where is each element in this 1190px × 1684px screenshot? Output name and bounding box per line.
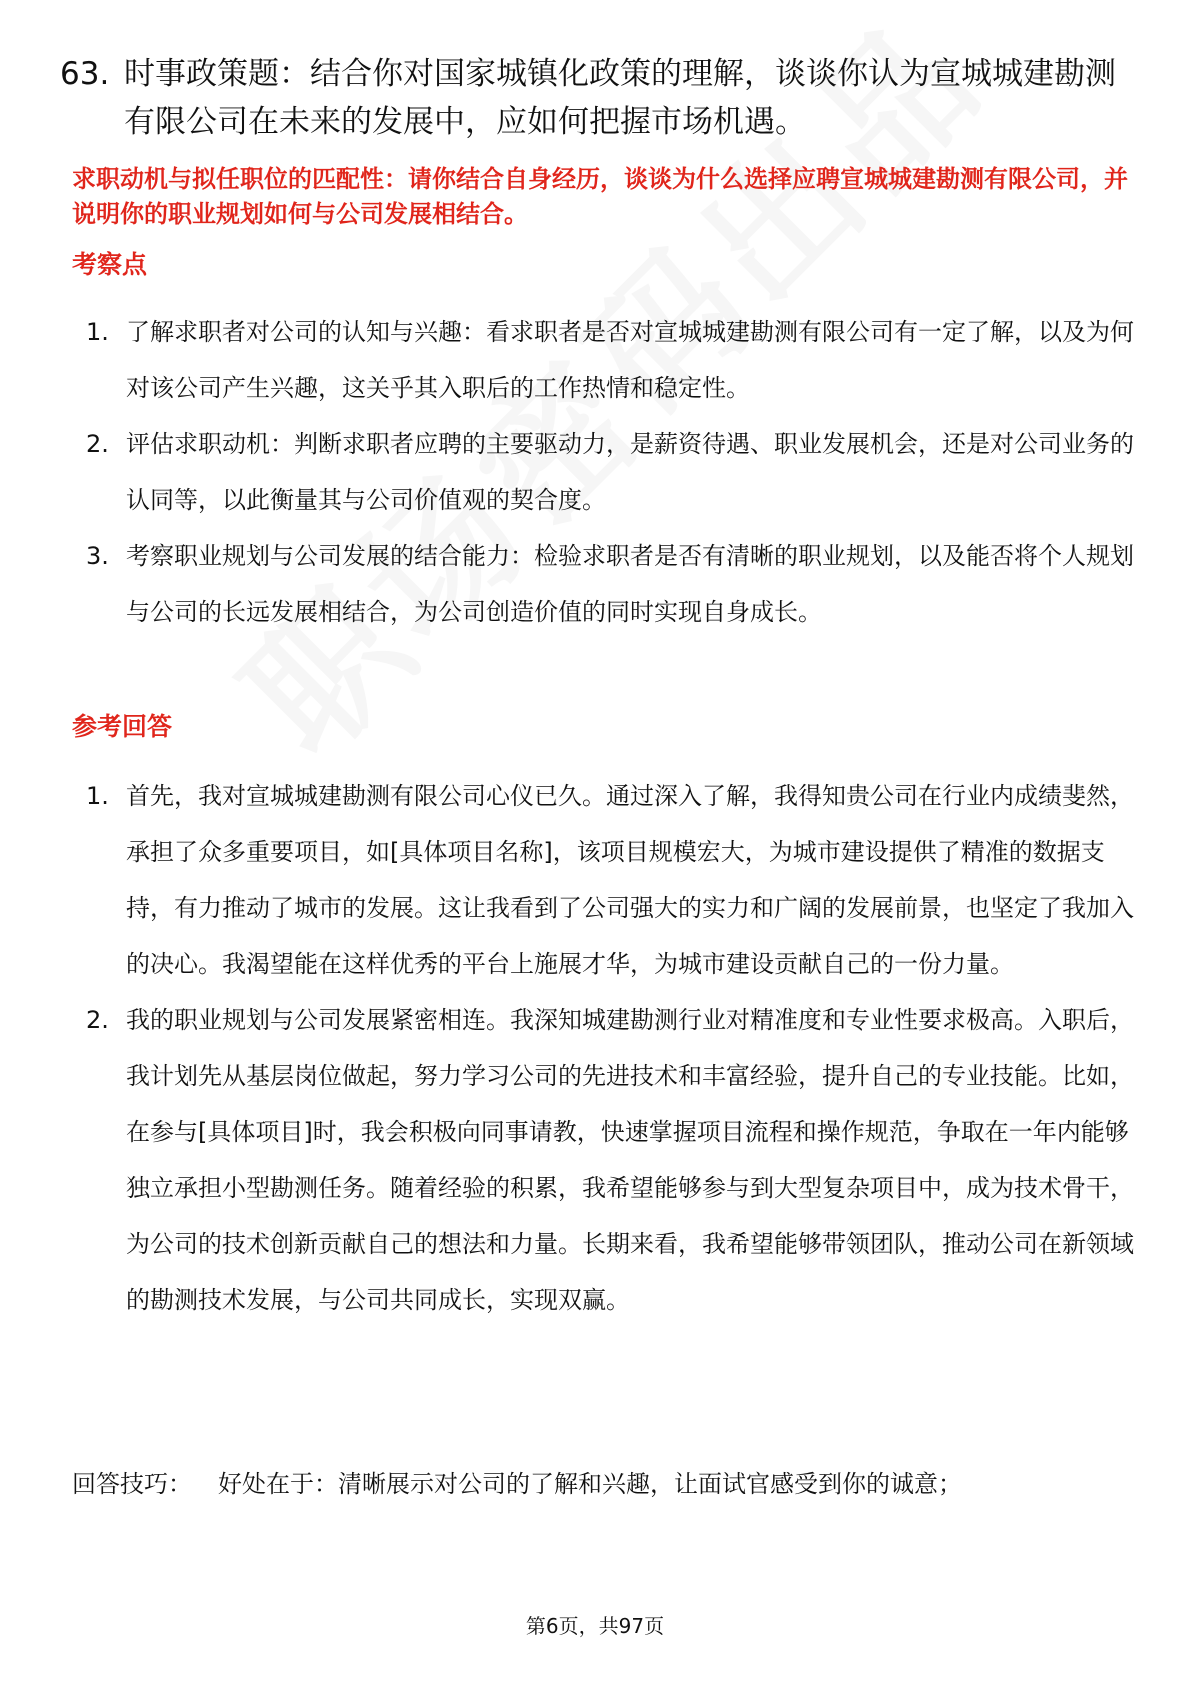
answer-tip-label: 回答技巧： [72,1470,192,1498]
list-item [86,768,1136,992]
section-heading-answer: 参考回答 [72,712,173,741]
list-item [86,528,1136,640]
list-item-number: 1. [86,318,109,346]
points-list [86,304,1136,640]
list-item-text: 我的职业规划与公司发展紧密相连。我深知城建勘测行业对精准度和专业性要求极高。入职后，我计划先从基层岗位做起，努力学习公司的先进技术和丰富经验，提升自己的专业技能。比如，在参与[具体项目]时，我会积极向同事请教，快速掌握项目流程和操作规范，争取在一年内能够独立承担小型勘测任务。随着经验的积累，我希望能够参与到大型复杂项目中，成为技术骨干，为公司的技术创新贡献自己的想法和力量。长期来看，我希望能够带领团队，推动公司在新领域的勘测技术发展，与公司共同成长，实现双赢。 [126,1006,1134,1314]
question-title [60,50,1140,146]
answer-tip [72,1464,1132,1504]
list-item [86,992,1136,1328]
list-item-text: 了解求职者对公司的认知与兴趣：看求职者是否对宣城城建勘测有限公司有一定了解，以及为何对该公司产生兴趣，这关乎其入职后的工作热情和稳定性。 [126,318,1134,402]
list-item-number: 2. [86,1006,109,1034]
list-item-number: 3. [86,542,109,570]
list-item-number: 2. [86,430,109,458]
list-item [86,416,1136,528]
page-footer: 第6页，共97页 [525,1614,665,1638]
highlighted-question: 求职动机与拟任职位的匹配性：请你结合自身经历，谈谈为什么选择应聘宣城城建勘测有限公司，并说明你的职业规划如何与公司发展相结合。 [72,165,1128,228]
list-item-text: 考察职业规划与公司发展的结合能力：检验求职者是否有清晰的职业规划，以及能否将个人规划与公司的长远发展相结合，为公司创造价值的同时实现自身成长。 [126,542,1134,626]
question-text: 时事政策题：结合你对国家城镇化政策的理解，谈谈你认为宣城城建勘测有限公司在未来的发展中，应如何把握市场机遇。 [124,56,1116,140]
section-heading-points: 考察点 [72,250,148,279]
list-item-text: 首先，我对宣城城建勘测有限公司心仪已久。通过深入了解，我得知贵公司在行业内成绩斐然，承担了众多重要项目，如[具体项目名称]，该项目规模宏大，为城市建设提供了精准的数据支持，有力推动了城市的发展。这让我看到了公司强大的实力和广阔的发展前景，也坚定了我加入的决心。我渴望能在这样优秀的平台上施展才华，为城市建设贡献自己的一份力量。 [126,782,1134,978]
list-item-number: 1. [86,782,109,810]
answer-list [86,768,1136,1328]
list-item [86,304,1136,416]
answer-tip-text: 好处在于：清晰展示对公司的了解和兴趣，让面试官感受到你的诚意； [218,1470,962,1498]
list-item-text: 评估求职动机：判断求职者应聘的主要驱动力，是薪资待遇、职业发展机会，还是对公司业务的认同等，以此衡量其与公司价值观的契合度。 [126,430,1134,514]
question-number: 63. [60,56,110,92]
